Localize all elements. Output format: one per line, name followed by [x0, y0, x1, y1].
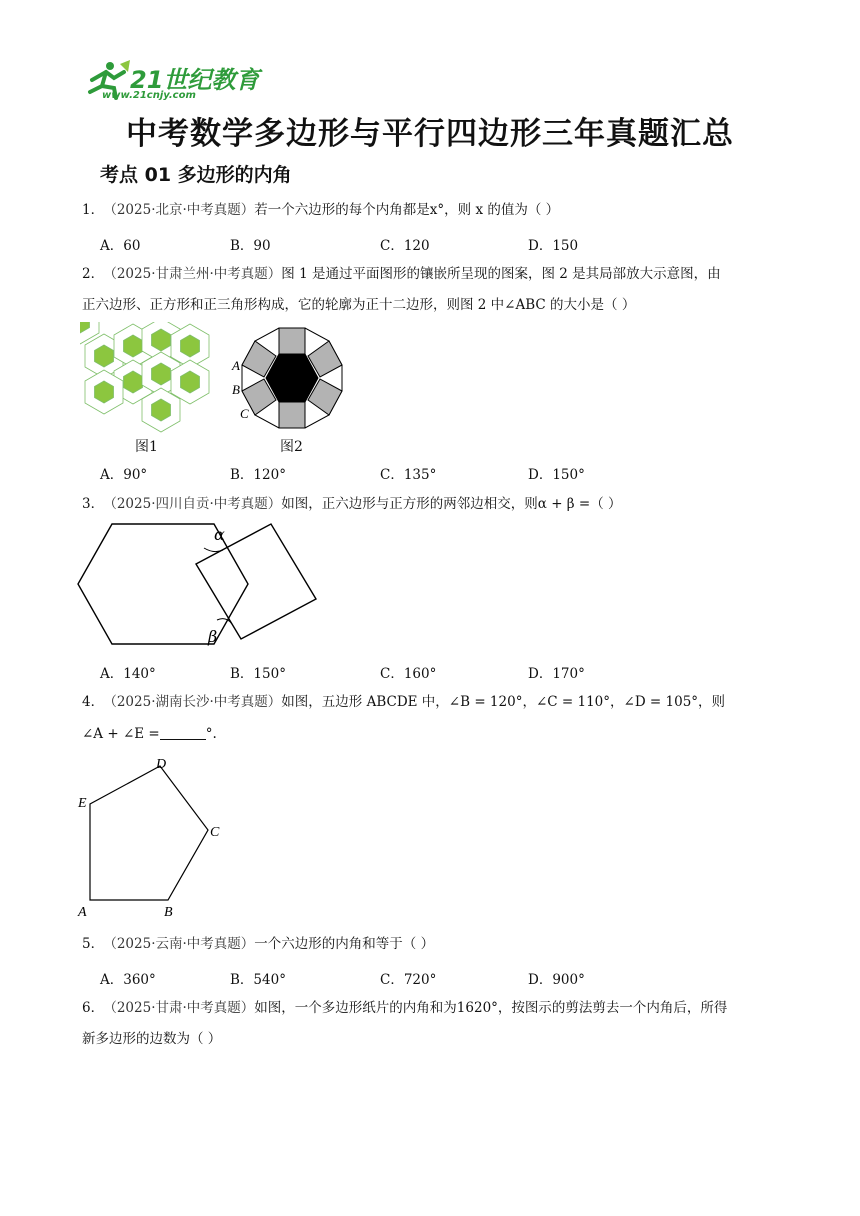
question-text: ∠A + ∠E =	[82, 726, 160, 742]
question-number: 2．	[82, 266, 105, 282]
option-d[interactable]: D．150	[528, 238, 579, 254]
question-text: 图 1 是通过平面图形的镶嵌所呈现的图案，图 2 是其局部放大示意图，由	[281, 266, 721, 282]
question-text: 一个六边形的内角和等于（ ）	[254, 936, 435, 952]
angle-beta-label: β	[208, 627, 218, 646]
question-number: 6．	[82, 1000, 105, 1016]
point-b-label: B	[232, 382, 240, 397]
option-b[interactable]: B．540°	[230, 972, 286, 988]
figure-2-dodecagon	[230, 326, 348, 430]
question-6-text-line2: 新多边形的边数为（ ）	[82, 1031, 222, 1047]
section-heading: 考点 01 多边形的内角	[100, 164, 292, 186]
point-a-label: A	[232, 358, 240, 373]
question-1-options	[100, 234, 700, 254]
question-2-options	[100, 463, 700, 483]
question-5-options	[100, 968, 700, 988]
figure-pentagon	[74, 754, 234, 922]
question-source: （2025·四川自贡·中考真题）	[110, 496, 282, 512]
point-d-label: D	[156, 757, 167, 772]
option-b[interactable]: B．150°	[230, 666, 286, 682]
figure-1-tiling	[80, 322, 214, 434]
question-source: （2025·湖南长沙·中考真题）	[110, 694, 282, 710]
question-source: （2025·甘肃·中考真题）	[110, 1000, 255, 1016]
figure-2-label: 图2	[280, 439, 303, 455]
angle-alpha-label: α	[214, 525, 225, 544]
option-d[interactable]: D．170°	[528, 666, 585, 682]
option-a[interactable]: A．60	[100, 238, 141, 254]
logo	[80, 58, 260, 104]
question-2-text-line2: 正六边形、正方形和正三角形构成，它的轮廓为正十二边形，则图 2 中∠ABC 的大小是（ ）	[82, 297, 636, 313]
question-number: 3．	[82, 496, 105, 512]
option-a[interactable]: A．140°	[100, 666, 156, 682]
question-5	[82, 934, 434, 954]
question-text: 若一个六边形的每个内角都是x°，则 x 的值为（ ）	[254, 202, 560, 218]
option-c[interactable]: C．160°	[380, 666, 437, 682]
option-a[interactable]: A．90°	[100, 467, 148, 483]
option-a[interactable]: A．360°	[100, 972, 156, 988]
question-source: （2025·甘肃兰州·中考真题）	[110, 266, 282, 282]
question-6	[82, 998, 727, 1018]
point-a-label: A	[78, 905, 87, 920]
question-number: 4．	[82, 694, 105, 710]
page-title: 中考数学多边形与平行四边形三年真题汇总	[126, 116, 734, 152]
question-4	[82, 692, 725, 712]
option-b[interactable]: B．120°	[230, 467, 286, 483]
option-c[interactable]: C．135°	[380, 467, 437, 483]
question-text: 如图，正六边形与正方形的两邻边相交，则α + β =（ ）	[281, 496, 622, 512]
question-text: 如图，五边形 ABCDE 中，∠B = 120°，∠C = 110°，∠D = 105°，则	[281, 694, 726, 710]
question-2	[82, 264, 721, 284]
figure-1-label: 图1	[135, 439, 158, 455]
answer-blank[interactable]	[160, 725, 206, 740]
question-source: （2025·云南·中考真题）	[110, 936, 255, 952]
option-d[interactable]: D．900°	[528, 972, 585, 988]
question-1	[82, 200, 559, 220]
question-number: 5．	[82, 936, 105, 952]
logo-text: 21世纪教育	[130, 66, 260, 94]
figure-hexagon-square	[76, 520, 320, 650]
point-c-label: C	[240, 406, 249, 421]
question-4-text-line2	[82, 724, 217, 744]
question-source: （2025·北京·中考真题）	[110, 202, 255, 218]
question-3-options	[100, 662, 700, 682]
option-c[interactable]: C．120	[380, 238, 430, 254]
question-text: 如图，一个多边形纸片的内角和为1620°，按图示的剪法剪去一个内角后，所得	[254, 1000, 728, 1016]
question-text: °.	[205, 726, 217, 742]
question-number: 1．	[82, 202, 105, 218]
option-d[interactable]: D．150°	[528, 467, 585, 483]
point-e-label: E	[78, 796, 87, 811]
logo-url: www.21cnjy.com	[102, 90, 196, 101]
option-b[interactable]: B．90	[230, 238, 271, 254]
question-3	[82, 494, 622, 514]
point-c-label: C	[210, 825, 220, 840]
option-c[interactable]: C．720°	[380, 972, 437, 988]
point-b-label: B	[164, 905, 173, 920]
